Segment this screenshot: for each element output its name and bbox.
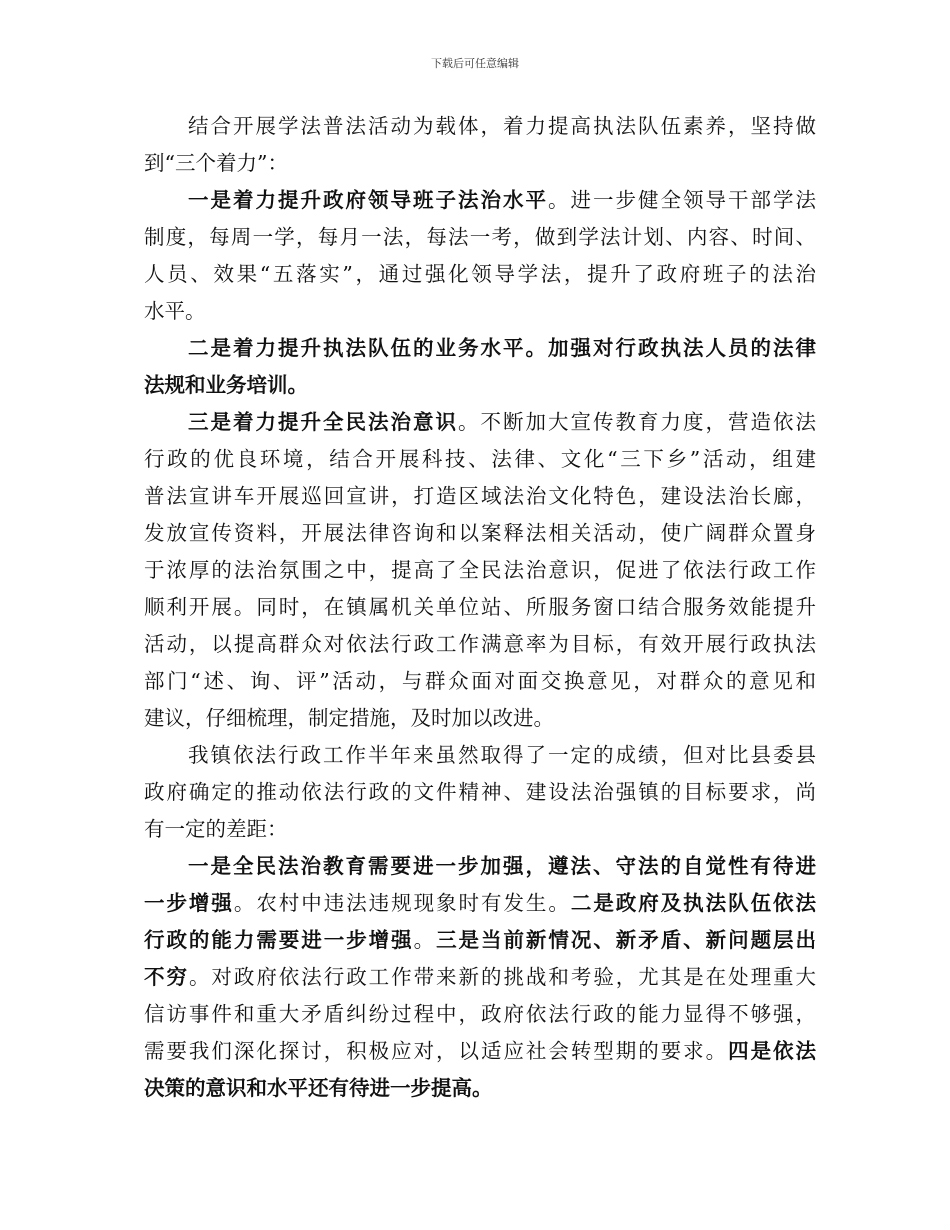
text-segment: 政府确定的推动依法行政的文件精神、建设法治强镇的目标要求，尚 (144, 780, 816, 804)
text-line (144, 626, 816, 663)
text-line (144, 108, 816, 145)
text-line (144, 441, 816, 478)
text-segment: 信访事件和重大矛盾纠纷过程中，政府依法行政的能力显得不够强， (144, 1002, 816, 1026)
text-line (144, 330, 816, 367)
text-segment-bold: 法规和业务培训。 (144, 373, 308, 397)
text-line (144, 885, 816, 922)
text-segment: 行政的优良环境，结合开展科技、法律、文化“三下乡”活动，组建 (144, 447, 816, 471)
text-segment: 部门“述、询、评”活动，与群众面对面交换意见，对群众的意见和 (144, 669, 816, 693)
text-line (144, 848, 816, 885)
text-line (144, 959, 816, 996)
text-segment: 普法宣讲车开展巡回宣讲，打造区域法治文化特色，建设法治长廊， (144, 484, 816, 508)
text-line (144, 293, 816, 330)
text-segment: 。进一步健全领导干部学法 (548, 188, 816, 212)
text-segment: 顺利开展。同时，在镇属机关单位站、所服务窗口结合服务效能提升 (144, 595, 816, 619)
text-line (144, 478, 816, 515)
text-segment-bold: 四是依法 (728, 1039, 817, 1063)
text-segment-bold: 三是着力提升全民法治意识 (188, 410, 458, 434)
text-segment-bold: 二是着力提升执法队伍的业务水平。加强对行政执法人员的法律 (188, 336, 816, 360)
text-segment-bold: 一是全民法治教育需要进一步加强，遵法、守法的自觉性有待进 (188, 854, 816, 878)
document-body (144, 108, 816, 1107)
text-segment-bold: 二是政府及执法队伍依法 (570, 891, 817, 915)
text-line (144, 700, 816, 737)
text-segment-bold: 不穷 (144, 965, 189, 989)
text-line (144, 811, 816, 848)
text-segment: 。不断加大宣传教育力度，营造依法 (458, 410, 816, 434)
text-line (144, 1033, 816, 1070)
text-line (144, 145, 816, 182)
text-line (144, 219, 816, 256)
text-line (144, 663, 816, 700)
text-line (144, 404, 816, 441)
text-segment-bold: 一步增强 (144, 891, 234, 915)
text-line (144, 256, 816, 293)
text-line (144, 922, 816, 959)
page-header: 下载后可任意编辑 (431, 57, 519, 70)
text-line (144, 515, 816, 552)
text-segment: 。 (413, 928, 437, 952)
text-segment: 于浓厚的法治氛围之中，提高了全民法治意识，促进了依法行政工作 (144, 558, 816, 582)
text-segment: 结合开展学法普法活动为载体，着力提高执法队伍素养，坚持做 (188, 114, 816, 138)
text-segment: 发放宣传资料，开展法律咨询和以案释法相关活动，使广阔群众置身 (144, 521, 816, 545)
text-line (144, 996, 816, 1033)
text-segment-bold: 行政的能力需要进一步增强 (144, 928, 414, 952)
text-line (144, 552, 816, 589)
text-line (144, 589, 816, 626)
text-segment: 建议，仔细梳理，制定措施，及时加以改进。 (144, 706, 554, 730)
text-segment: 人员、效果“五落实”，通过强化领导学法，提升了政府班子的法治 (144, 262, 816, 286)
text-segment-bold: 一是着力提升政府领导班子法治水平 (188, 188, 548, 212)
text-segment: 我镇依法行政工作半年来虽然取得了一定的成绩，但对比县委县 (188, 743, 816, 767)
text-line (144, 182, 816, 219)
text-segment: 。对政府依法行政工作带来新的挑战和考验，尤其是在处理重大 (188, 965, 817, 989)
text-line (144, 1070, 816, 1107)
text-segment: 活动，以提高群众对依法行政工作满意率为目标，有效开展行政执法 (144, 632, 816, 656)
text-segment-bold: 决策的意识和水平还有待进一步提高。 (144, 1076, 493, 1100)
text-segment: 有一定的差距： (144, 817, 288, 841)
text-segment: 制度，每周一学，每月一法，每法一考，做到学法计划、内容、时间、 (144, 225, 816, 249)
text-segment: 水平。 (144, 299, 206, 323)
text-segment: 到“三个着力”： (144, 151, 288, 175)
text-line (144, 774, 816, 811)
text-line (144, 367, 816, 404)
text-segment: 需要我们深化探讨，积极应对，以适应社会转型期的要求。 (144, 1039, 729, 1063)
text-segment-bold: 三是当前新情况、新矛盾、新问题层出 (436, 928, 817, 952)
text-line (144, 737, 816, 774)
text-segment: 。农村中违法违规现象时有发生。 (233, 891, 571, 915)
